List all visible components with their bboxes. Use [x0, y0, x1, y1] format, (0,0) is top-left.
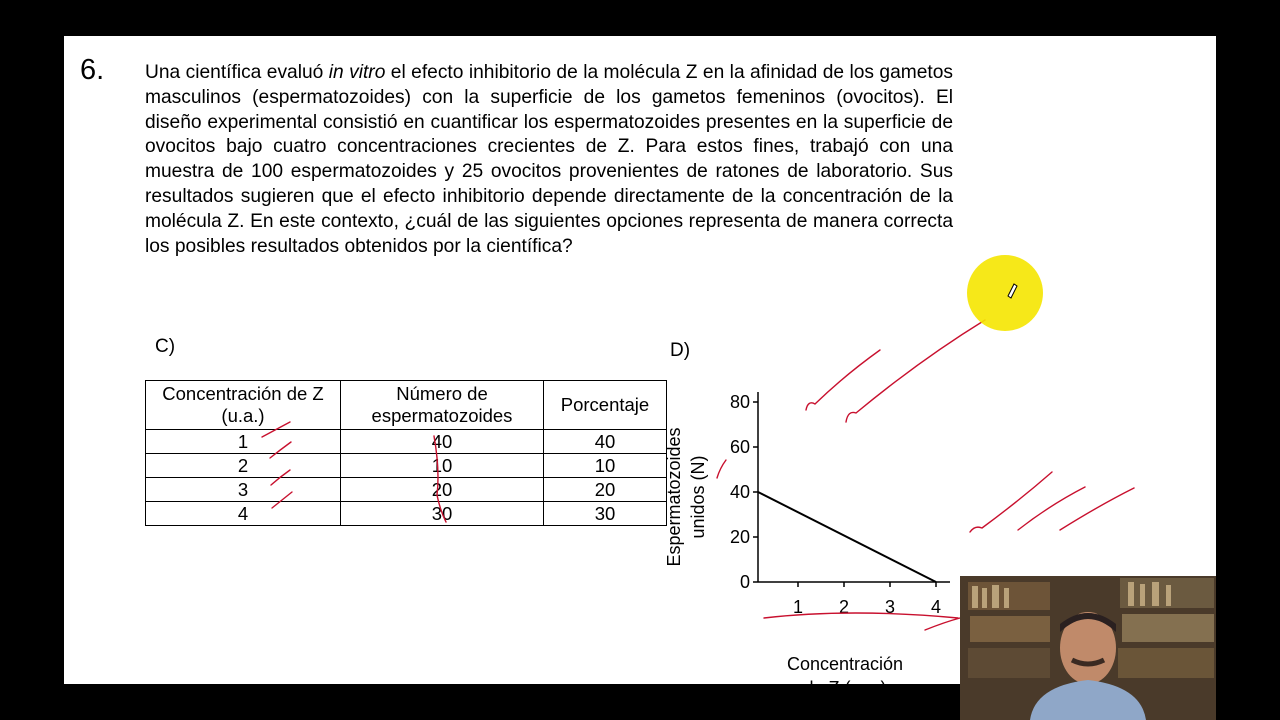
table-cell: 10 [341, 454, 544, 478]
table-cell: 2 [146, 454, 341, 478]
option-c-table [145, 380, 667, 526]
table-cell: 10 [544, 454, 667, 478]
question-number: 6. [80, 54, 105, 86]
y-axis-label-line2: unidos (N) [688, 455, 708, 539]
series-line [758, 492, 936, 582]
x-tick-label: 4 [930, 597, 942, 617]
y-tick-label: 0 [739, 572, 750, 592]
question-text-italic: in vitro [328, 62, 386, 83]
question-text-start: Una científica evaluó [145, 62, 329, 83]
table-row [146, 430, 667, 454]
header-number: Número de espermatozoides [341, 381, 544, 430]
table-cell: 20 [341, 478, 544, 502]
table-cell: 4 [146, 502, 341, 526]
table-cell: 3 [146, 478, 341, 502]
y-tick-label: 20 [729, 527, 750, 547]
option-c-label: C) [155, 336, 176, 357]
option-d-chart [660, 376, 960, 698]
table-cell: 40 [544, 430, 667, 454]
table-cell: 30 [341, 502, 544, 526]
x-tick-label: 2 [838, 597, 850, 617]
table-header-row [146, 381, 667, 430]
table-cell: 30 [544, 502, 667, 526]
header-percentage: Porcentaje [544, 381, 667, 430]
question-text-rest: el efecto inhibitorio de la molécula Z en la afinidad de los gametos masculinos (espermatozoides) con la superficie de los gametos femeninos (ovocitos). El diseño experimental consistió en cuantificar los espermatozoides presentes en la superficie de ovocitos bajo cuatro concentraciones crecientes de Z. Para estos fines, trabajó con una muestra de 100 espermatozoides y 25 ovocitos provenientes de ratones de laboratorio. Sus resultados sugieren que el efecto inhibitorio depende directamente de la concentración de la molécula Z. En este contexto, ¿cuál de las siguientes opciones representa de manera correcta los posibles resultados obtenidos por la científica? [145, 62, 954, 257]
header-concentration: Concentración de Z (u.a.) [146, 381, 341, 430]
y-tick-label: 80 [729, 392, 750, 412]
x-tick-label: 3 [884, 597, 896, 617]
x-axis-label-line1: Concentración [786, 654, 904, 674]
x-tick-label: 1 [792, 597, 804, 617]
table-row [146, 478, 667, 502]
table-cell: 1 [146, 430, 341, 454]
y-tick-label: 40 [729, 482, 750, 502]
option-d-label: D) [670, 340, 691, 361]
y-axis-label-line1: Espermatozoides [664, 427, 684, 567]
table-row [146, 502, 667, 526]
table-cell: 40 [341, 430, 544, 454]
table-row [146, 454, 667, 478]
webcam-overlay [960, 576, 1216, 720]
x-axis-label-line2: de Z (u.a.) [803, 678, 887, 698]
table-cell: 20 [544, 478, 667, 502]
question-text [145, 61, 953, 259]
y-tick-label: 60 [729, 437, 750, 457]
